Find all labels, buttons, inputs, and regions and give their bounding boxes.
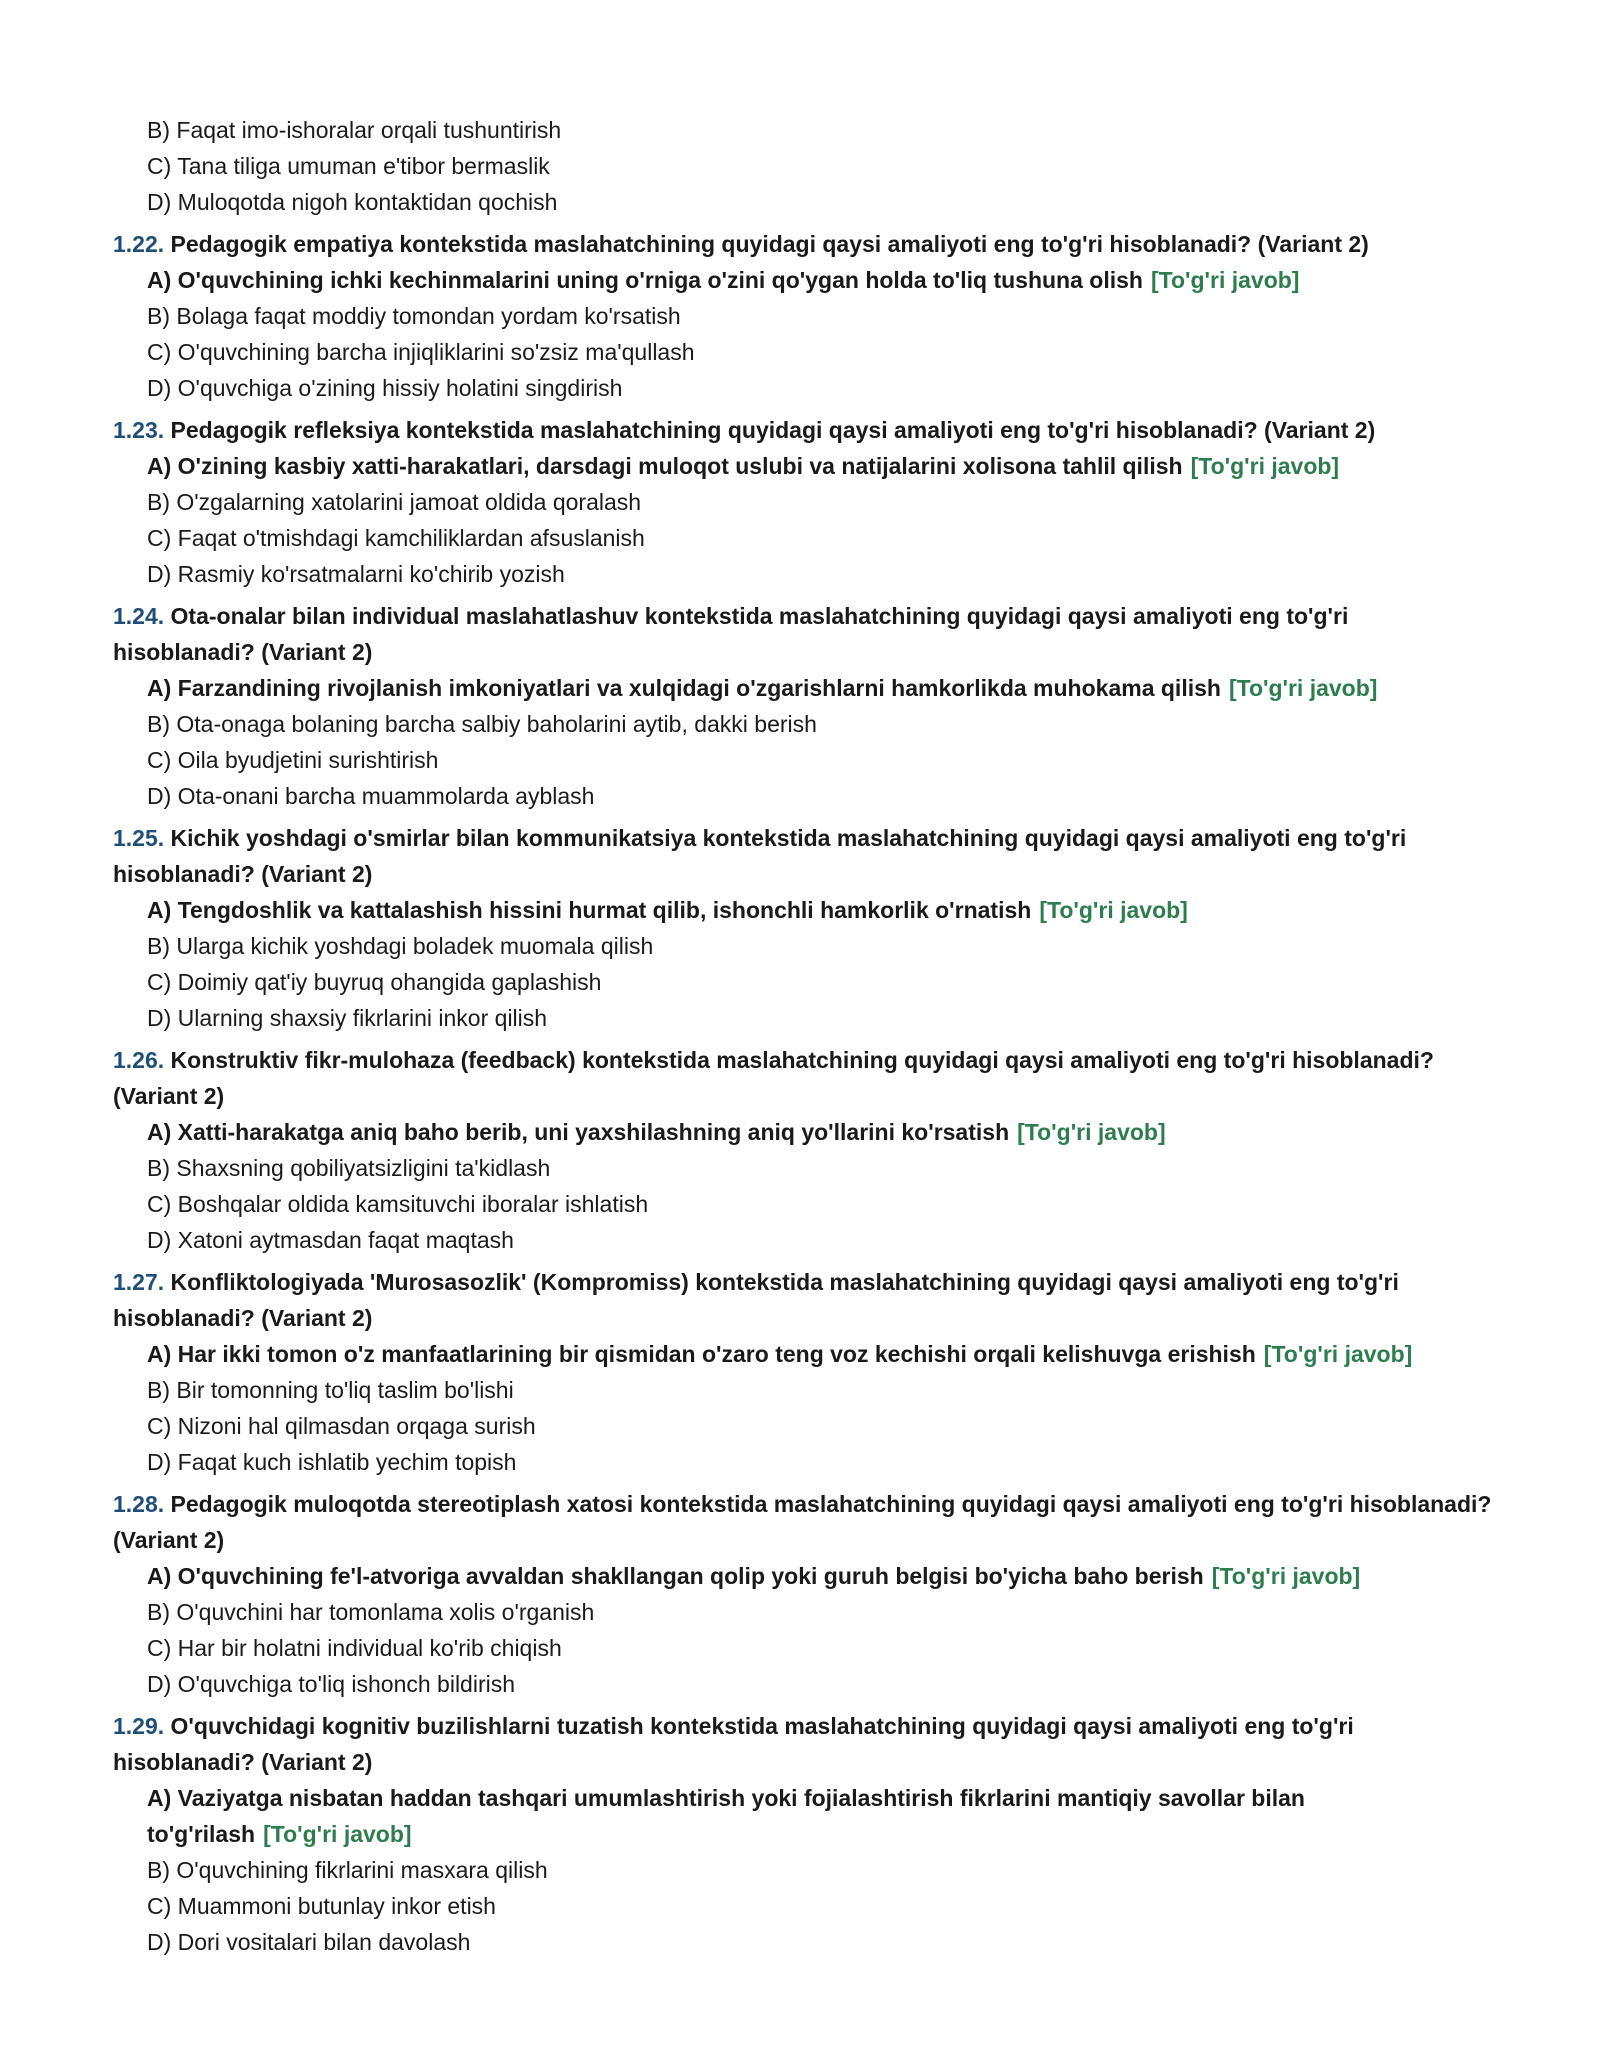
question-label: Pedagogik empatiya kontekstida maslahatchining quyidagi qaysi amaliyoti eng to'g'ri hisoblanadi? (Variant 2) [170, 231, 1369, 257]
option-item: D) O'quvchiga o'zining hissiy holatini singdirish [147, 375, 623, 401]
option-item: B) O'quvchining fikrlarini masxara qilish [147, 1857, 548, 1883]
question-text [113, 1486, 1493, 1558]
correct-option-text: A) Farzandining rivojlanish imkoniyatlari va xulqidagi o'zgarishlarni hamkorlikda muhokama qilish [147, 675, 1221, 701]
option-item: C) Tana tiliga umuman e'tibor bermaslik [147, 153, 550, 179]
question-text [113, 1708, 1493, 1780]
question-number: 1.26. [113, 1047, 165, 1073]
option-item: C) Muammoni butunlay inkor etish [147, 1893, 496, 1919]
option-item: B) Ota-onaga bolaning barcha salbiy baholarini aytib, dakki berish [147, 711, 817, 737]
correct-answer-tag: [To'g'ri javob] [1228, 675, 1378, 701]
option-item: B) Faqat imo-ishoralar orqali tushuntirish [147, 117, 562, 143]
correct-answer-tag: [To'g'ri javob] [1039, 897, 1188, 923]
correct-answer-tag: [To'g'ri javob] [1190, 453, 1340, 479]
question-block [113, 1708, 1493, 1960]
question-label: O'quvchidagi kognitiv buzilishlarni tuzatish kontekstida maslahatchining quyidagi qaysi amaliyoti eng to'g'ri hisoblanadi? (Variant 2) [113, 1713, 1354, 1775]
option-item: C) Oila byudjetini surishtirish [147, 747, 439, 773]
correct-option [113, 892, 1493, 928]
question-list [113, 226, 1493, 1960]
correct-option-text: A) O'zining kasbiy xatti-harakatlari, darsdagi muloqot uslubi va natijalarini xolisona tahlil qilish [147, 453, 1183, 479]
correct-answer-tag: [To'g'ri javob] [1150, 267, 1300, 293]
option-item: D) Muloqotda nigoh kontaktidan qochish [147, 189, 558, 215]
correct-option [113, 1558, 1493, 1594]
question-number: 1.24. [113, 603, 165, 629]
option-item: D) Xatoni aytmasdan faqat maqtash [147, 1227, 514, 1253]
question-number: 1.22. [113, 231, 165, 257]
question-text [113, 598, 1493, 670]
question-text [113, 412, 1493, 448]
option-item: D) Ota-onani barcha muammolarda ayblash [147, 783, 595, 809]
correct-answer-tag: [To'g'ri javob] [1263, 1341, 1413, 1367]
correct-option-text: A) O'quvchining fe'l-atvoriga avvaldan shakllangan qolip yoki guruh belgisi bo'yicha baho berish [147, 1563, 1204, 1589]
option-item: C) Boshqalar oldida kamsituvchi iboralar ishlatish [147, 1191, 649, 1217]
option-item: D) Dori vositalari bilan davolash [147, 1929, 471, 1955]
question-label: Konstruktiv fikr-mulohaza (feedback) kontekstida maslahatchining quyidagi qaysi amaliyoti eng to'g'ri hisoblanadi? (Variant 2) [113, 1047, 1434, 1109]
question-number: 1.27. [113, 1269, 165, 1295]
correct-answer-tag: [To'g'ri javob] [1017, 1119, 1166, 1145]
option-item: C) Faqat o'tmishdagi kamchiliklardan afsuslanish [147, 525, 645, 551]
correct-option-text: A) Har ikki tomon o'z manfaatlarining bir qismidan o'zaro teng voz kechishi orqali kelishuvga erishish [147, 1341, 1256, 1367]
question-text [113, 1264, 1493, 1336]
correct-answer-tag: [To'g'ri javob] [263, 1821, 412, 1847]
correct-option-text: A) Xatti-harakatga aniq baho berib, uni yaxshilashning aniq yo'llarini ko'rsatish [147, 1119, 1010, 1145]
option-item: B) O'quvchini har tomonlama xolis o'rganish [147, 1599, 595, 1625]
correct-option [113, 1336, 1493, 1372]
question-number: 1.28. [113, 1491, 165, 1517]
correct-option-text: A) O'quvchining ichki kechinmalarini uning o'rniga o'zini qo'ygan holda to'liq tushuna olish [147, 267, 1143, 293]
option-item: C) Nizoni hal qilmasdan orqaga surish [147, 1413, 536, 1439]
option-item: D) O'quvchiga to'liq ishonch bildirish [147, 1671, 516, 1697]
question-block [113, 598, 1493, 814]
question-block [113, 1264, 1493, 1480]
question-label: Konfliktologiyada 'Murosasozlik' (Kompromiss) kontekstida maslahatchining quyidagi qaysi amaliyoti eng to'g'ri hisoblanadi? (Variant 2) [113, 1269, 1399, 1331]
option-item: C) O'quvchining barcha injiqliklarini so'zsiz ma'qullash [147, 339, 695, 365]
question-number: 1.23. [113, 417, 165, 443]
option-item: B) Ularga kichik yoshdagi boladek muomala qilish [147, 933, 654, 959]
option-item: D) Ularning shaxsiy fikrlarini inkor qilish [147, 1005, 548, 1031]
option-item: D) Rasmiy ko'rsatmalarni ko'chirib yozish [147, 561, 565, 587]
question-text [113, 1042, 1493, 1114]
document-page [113, 112, 1493, 1960]
correct-option [113, 1114, 1493, 1150]
question-block [113, 820, 1493, 1036]
question-number: 1.25. [113, 825, 165, 851]
question-block [113, 1042, 1493, 1258]
correct-option-text: A) Vaziyatga nisbatan haddan tashqari umumlashtirish yoki fojialashtirish fikrlarini mantiqiy savollar bilan to'g'rilash [147, 1785, 1305, 1847]
option-item: C) Har bir holatni individual ko'rib chiqish [147, 1635, 562, 1661]
leading-options [113, 112, 1493, 220]
option-item: B) O'zgalarning xatolarini jamoat oldida qoralash [147, 489, 642, 515]
question-block [113, 226, 1493, 406]
correct-answer-tag: [To'g'ri javob] [1211, 1563, 1361, 1589]
question-block [113, 412, 1493, 592]
correct-option [113, 1780, 1493, 1852]
option-item: B) Bir tomonning to'liq taslim bo'lishi [147, 1377, 514, 1403]
correct-option [113, 448, 1493, 484]
question-text [113, 226, 1493, 262]
question-label: Ota-onalar bilan individual maslahatlashuv kontekstida maslahatchining quyidagi qaysi amaliyoti eng to'g'ri hisoblanadi? (Variant 2) [113, 603, 1349, 665]
option-item: B) Bolaga faqat moddiy tomondan yordam ko'rsatish [147, 303, 681, 329]
option-item: C) Doimiy qat'iy buyruq ohangida gaplashish [147, 969, 602, 995]
question-block [113, 1486, 1493, 1702]
question-number: 1.29. [113, 1713, 165, 1739]
question-text [113, 820, 1493, 892]
option-item: B) Shaxsning qobiliyatsizligini ta'kidlash [147, 1155, 551, 1181]
question-label: Kichik yoshdagi o'smirlar bilan kommunikatsiya kontekstida maslahatchining quyidagi qaysi amaliyoti eng to'g'ri hisoblanadi? (Variant 2) [113, 825, 1407, 887]
correct-option [113, 670, 1493, 706]
correct-option-text: A) Tengdoshlik va kattalashish hissini hurmat qilib, ishonchli hamkorlik o'rnatish [147, 897, 1032, 923]
option-item: D) Faqat kuch ishlatib yechim topish [147, 1449, 517, 1475]
question-label: Pedagogik refleksiya kontekstida maslahatchining quyidagi qaysi amaliyoti eng to'g'ri hisoblanadi? (Variant 2) [170, 417, 1376, 443]
correct-option [113, 262, 1493, 298]
question-label: Pedagogik muloqotda stereotiplash xatosi kontekstida maslahatchining quyidagi qaysi amaliyoti eng to'g'ri hisoblanadi? (Variant 2) [113, 1491, 1492, 1553]
